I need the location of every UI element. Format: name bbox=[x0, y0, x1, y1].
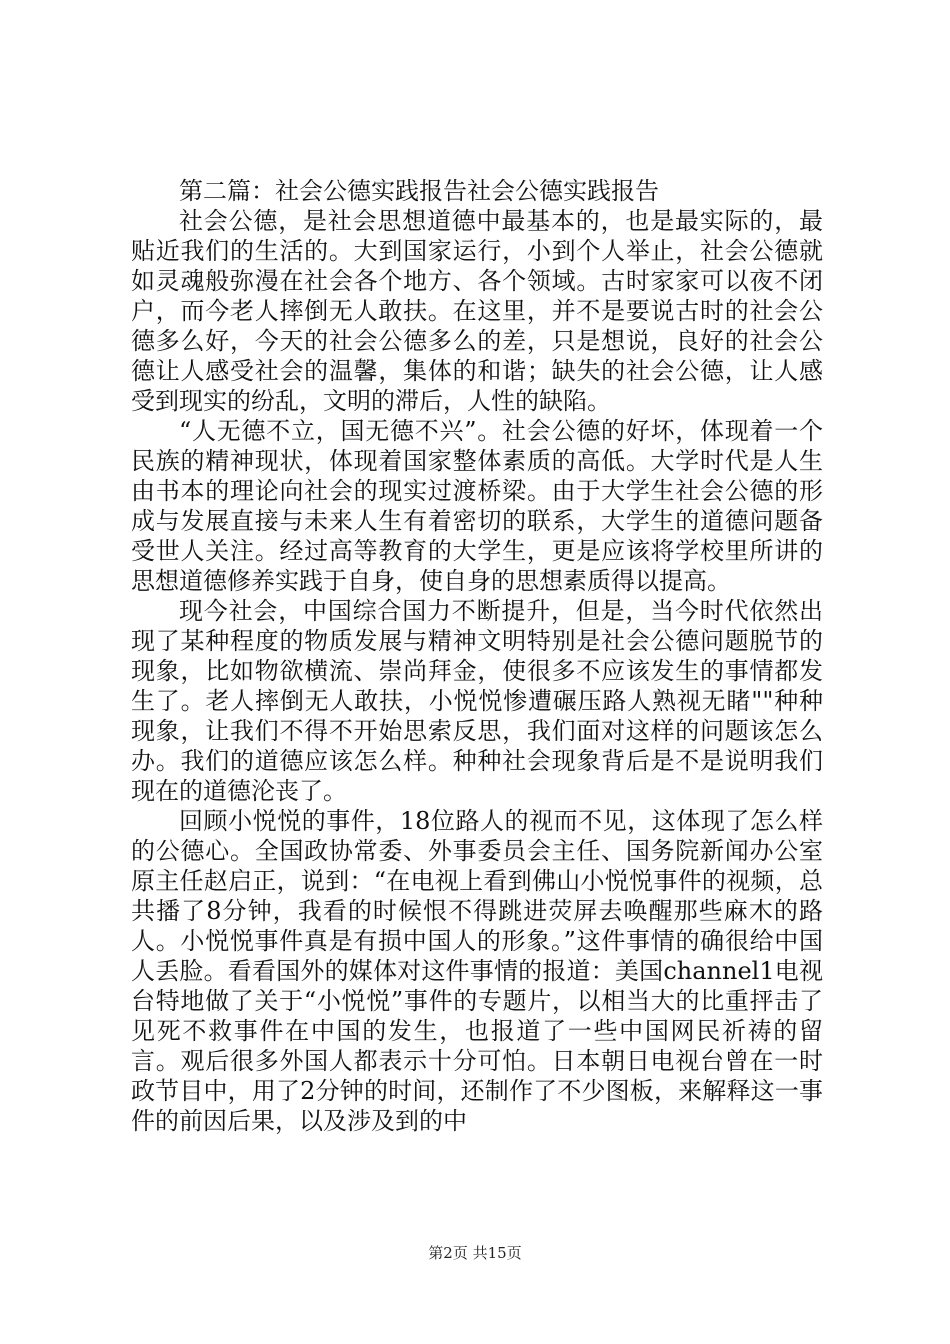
page-number-footer: 第2页 共15页 bbox=[428, 1244, 522, 1262]
paragraph-3: 现今社会，中国综合国力不断提升，但是，当今时代依然出现了某种程度的物质发展与精神文明特别是社会公德问题脱节的现象，比如物欲横流、崇尚拜金，使很多不应该发生的事情都发生了。老人摔倒无人敢扶，小悦悦惨遭碾压路人熟视无睹""种种现象，让我们不得不开始思索反思，我们面对这样的问题该怎么办。我们的道德应该怎么样。种种社会现象背后是不是说明我们现在的道德沦丧了。 bbox=[131, 597, 823, 805]
paragraph-2: “人无德不立，国无德不兴”。社会公德的好坏，体现着一个民族的精神现状，体现着国家整体素质的高低。大学时代是人生由书本的理论向社会的现实过渡桥梁。由于大学生社会公德的形成与发展直接与未来人生有着密切的联系，大学生的道德问题备受世人关注。经过高等教育的大学生，更是应该将学校里所讲的思想道德修养实践于自身，使自身的思想素质得以提高。 bbox=[131, 417, 823, 595]
document-title: 第二篇：社会公德实践报告社会公德实践报告 bbox=[179, 177, 659, 205]
document-body bbox=[131, 176, 823, 1136]
paragraph-1: 社会公德，是社会思想道德中最基本的，也是最实际的，最贴近我们的生活的。大到国家运行，小到个人举止，社会公德就如灵魂般弥漫在社会各个地方、各个领域。古时家家可以夜不闭户，而今老人摔倒无人敢扶。在这里，并不是要说古时的社会公德多么好，今天的社会公德多么的差，只是想说，良好的社会公德让人感受社会的温馨，集体的和谐；缺失的社会公德，让人感受到现实的纷乱，文明的滞后，人性的缺陷。 bbox=[131, 207, 823, 415]
paragraph-4: 回顾小悦悦的事件，18位路人的视而不见，这体现了怎么样的公德心。全国政协常委、外事委员会主任、国务院新闻办公室原主任赵启正，说到：“在电视上看到佛山小悦悦事件的视频，总共播了8分钟，我看的时候恨不得跳进荧屏去唤醒那些麻木的路人。小悦悦事件真是有损中国人的形象。”这件事情的确很给中国人丢脸。看看国外的媒体对这件事情的报道：美国channel1电视台特地做了关于“小悦悦”事件的专题片，以相当大的比重抨击了见死不救事件在中国的发生，也报道了一些中国网民祈祷的留言。观后很多外国人都表示十分可怕。日本朝日电视台曾在一时政节目中，用了2分钟的时间，还制作了不少图板，来解释这一事件的前因后果，以及涉及到的中 bbox=[131, 807, 823, 1135]
